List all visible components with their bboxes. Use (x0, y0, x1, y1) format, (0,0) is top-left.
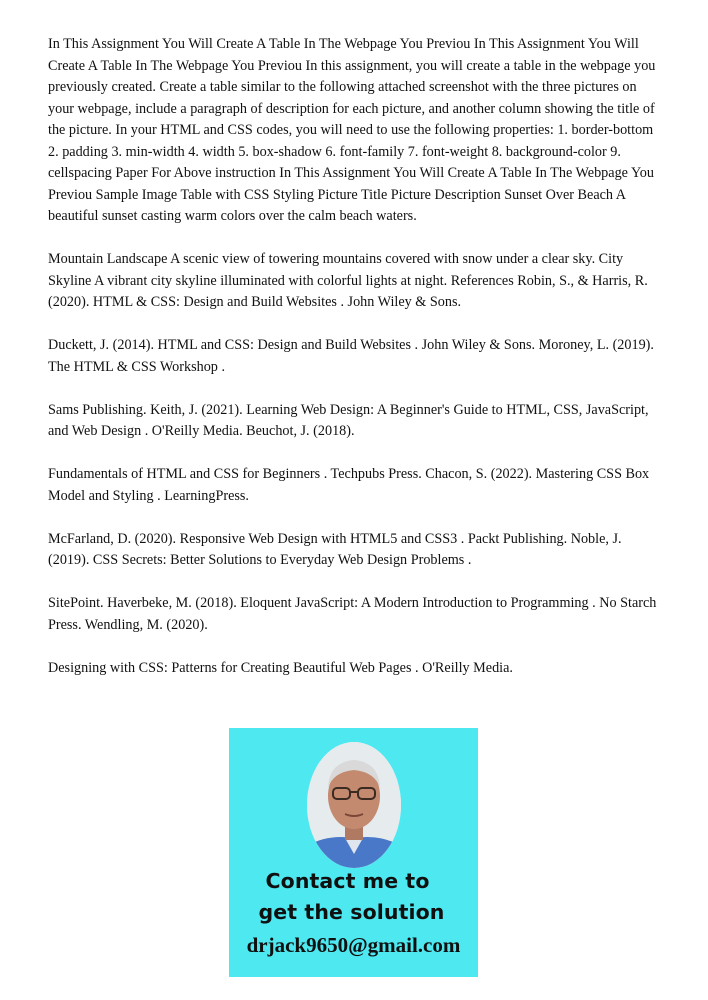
document-body (48, 34, 663, 701)
paragraph-references-4: Fundamentals of HTML and CSS for Beginners . Techpubs Press. Chacon, S. (2022). Mastering CSS Box Model and Styling . LearningPress. (48, 466, 650, 504)
paragraph-references-2: Duckett, J. (2014). HTML and CSS: Design and Build Websites . John Wiley & Sons. Moroney, L. (2019). The HTML & CSS Workshop . (48, 337, 654, 375)
paragraph-references-3: Sams Publishing. Keith, J. (2021). Learning Web Design: A Beginner's Guide to HTML, CSS, JavaScript, and Web Design . O'Reilly Media. Beuchot, J. (2018). (48, 401, 649, 439)
contact-advertisement (229, 728, 478, 977)
paragraph-references-6: SitePoint. Haverbeke, M. (2018). Eloquent JavaScript: A Modern Introduction to Programming . No Starch Press. Wendling, M. (2020). (48, 595, 657, 633)
contact-email: drjack9650@gmail.com (246, 933, 461, 957)
portrait-photo (307, 742, 401, 868)
paragraph-references-7: Designing with CSS: Patterns for Creating Beautiful Web Pages . O'Reilly Media. (48, 659, 513, 676)
paragraph-references-5: McFarland, D. (2020). Responsive Web Design with HTML5 and CSS3 . Packt Publishing. Noble, J. (2019). CSS Secrets: Better Solutions to Everyday Web Design Problems . (48, 530, 622, 568)
contact-heading: Contact me to (265, 869, 430, 893)
contact-subheading: get the solution (258, 900, 445, 924)
paragraph-intro: In This Assignment You Will Create A Table In The Webpage You Previou In This Assignment You Will Create A Table In The Webpage You Previou In this assignment, you will create a table in the webpage you previously created. Create a table similar to the following attached screenshot with the three pictures on your webpage, include a paragraph of description for each picture, and another column showing the title of the picture. In your HTML and CSS codes, you will need to use the following properties: 1. border-bottom 2. padding 3. min-width 4. width 5. box-shadow 6. font-family 7. font-weight 8. background-color 9. cellspacing Paper For Above instruction In This Assignment You Will Create A Table In The Webpage You Previou Sample Image Table with CSS Styling Picture Title Picture Description Sunset Over Beach A beautiful sunset casting warm colors over the calm beach waters. (48, 36, 656, 224)
paragraph-references-1: Mountain Landscape A scenic view of towering mountains covered with snow under a clear sky. City Skyline A vibrant city skyline illuminated with colorful lights at night. References Robin, S., & Harris, R. (2020). HTML & CSS: Design and Build Websites . John Wiley & Sons. (48, 251, 648, 310)
